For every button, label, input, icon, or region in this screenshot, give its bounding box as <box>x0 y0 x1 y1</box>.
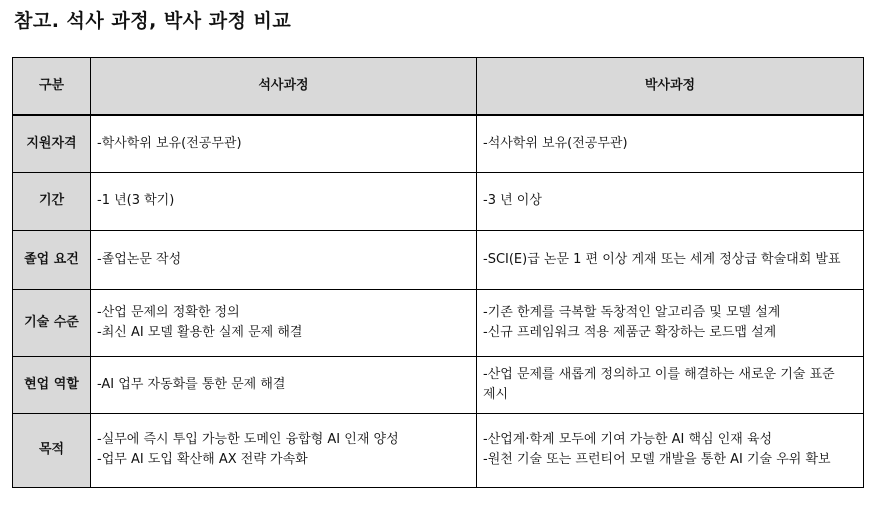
table-row <box>13 172 864 230</box>
phd-cell <box>477 289 864 356</box>
phd-cell: -석사학위 보유(전공무관) <box>477 115 864 172</box>
table-row <box>13 230 864 289</box>
master-cell <box>91 289 477 356</box>
master-cell: -졸업논문 작성 <box>91 230 477 289</box>
table-row <box>13 289 864 356</box>
table-header-row <box>13 58 864 116</box>
table-row <box>13 115 864 172</box>
master-cell: -AI 업무 자동화를 통한 문제 해결 <box>91 356 477 413</box>
phd-cell: -산업 문제를 새롭게 정의하고 이를 해결하는 새로운 기술 표준 제시 <box>477 356 864 413</box>
cell-line: -산업 문제의 정확한 정의 <box>97 304 240 320</box>
row-label: 기술 수준 <box>13 289 91 356</box>
cell-line: -실무에 즉시 투입 가능한 도메인 융합형 AI 인재 양성 <box>97 432 399 447</box>
row-label: 현업 역할 <box>13 356 91 413</box>
comparison-table <box>12 57 864 488</box>
row-label: 목적 <box>13 413 91 487</box>
master-cell: -1 년(3 학기) <box>91 172 477 230</box>
cell-line: -최신 AI 모델 활용한 실제 문제 해결 <box>97 324 303 340</box>
page-title: 참고. 석사 과정, 박사 과정 비교 <box>14 10 292 32</box>
cell-line: -산업계·학계 모두에 기여 가능한 AI 핵심 인재 육성 <box>483 432 773 447</box>
cell-line: -신규 프레임워크 적용 제품군 확장하는 로드맵 설계 <box>483 324 777 340</box>
header-category: 구분 <box>13 58 91 116</box>
header-master: 석사과정 <box>91 58 477 116</box>
cell-line: -기존 한계를 극복할 독창적인 알고리즘 및 모델 설계 <box>483 304 781 320</box>
row-label: 지원자격 <box>13 115 91 172</box>
phd-cell <box>477 413 864 487</box>
table-row <box>13 413 864 487</box>
cell-line: -원천 기술 또는 프런티어 모델 개발을 통한 AI 기술 우위 확보 <box>483 452 831 467</box>
master-cell: -학사학위 보유(전공무관) <box>91 115 477 172</box>
table-row <box>13 356 864 413</box>
row-label: 기간 <box>13 172 91 230</box>
master-cell <box>91 413 477 487</box>
phd-cell: -3 년 이상 <box>477 172 864 230</box>
header-phd: 박사과정 <box>477 58 864 116</box>
row-label: 졸업 요건 <box>13 230 91 289</box>
phd-cell: -SCI(E)급 논문 1 편 이상 게재 또는 세계 정상급 학술대회 발표 <box>477 230 864 289</box>
cell-line: -업무 AI 도입 확산해 AX 전략 가속화 <box>97 452 308 467</box>
